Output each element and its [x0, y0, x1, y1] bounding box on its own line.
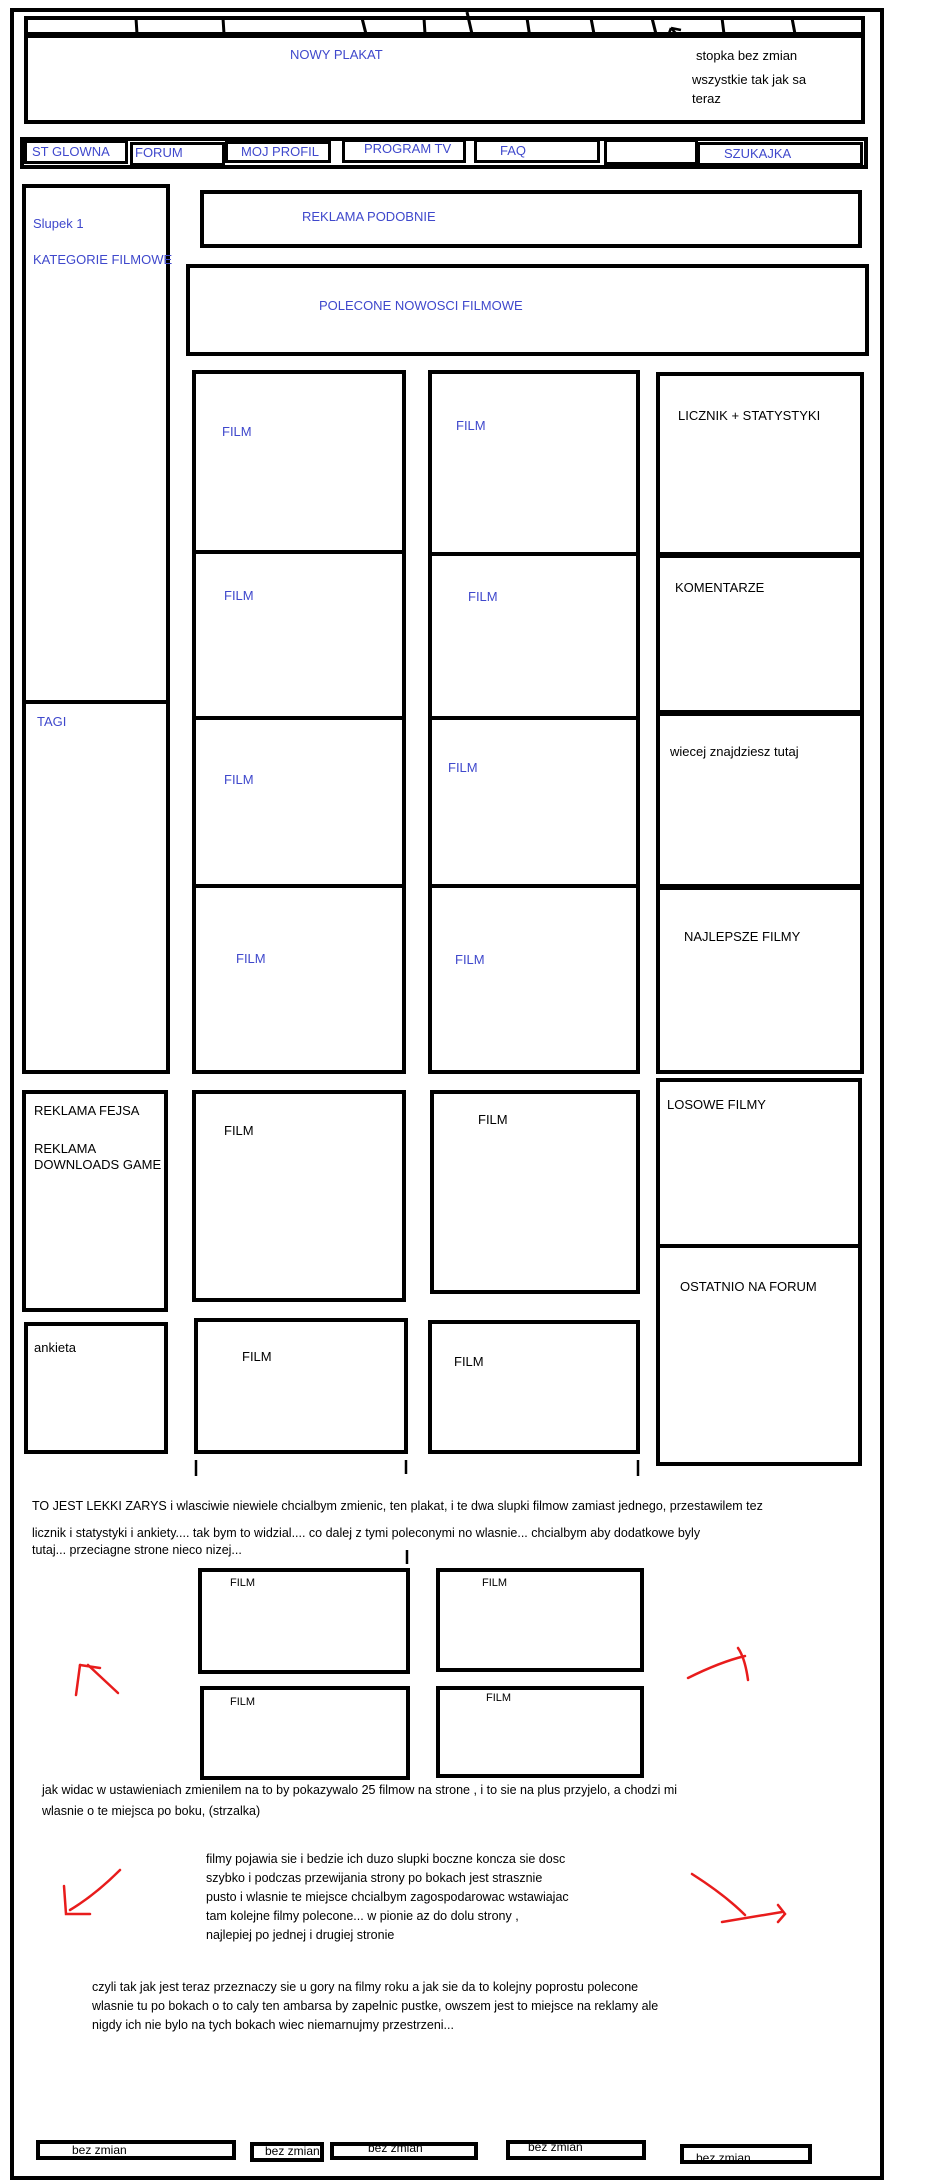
note-line: najlepiej po jednej i drugiej stronie: [206, 1928, 395, 1942]
poster-label: NOWY PLAKAT: [290, 47, 383, 62]
nav-label: FAQ: [500, 143, 527, 158]
right-box-forum: [656, 1244, 862, 1466]
note-line: TO JEST LEKKI ZARYS i wlasciwie niewiele chcialbym zmienic, ten plakat, i te dwa slupki filmow zamiast jednego, przestawilem tez: [32, 1499, 763, 1513]
left-column-tags: [22, 700, 170, 1074]
nav-item-faq[interactable]: [474, 139, 600, 163]
film-label: FILM: [478, 1112, 508, 1127]
footer-label: bez zmian: [72, 2143, 127, 2157]
note-paragraph: [92, 1978, 852, 2035]
note-line: jak widac w ustawieniach zmienilem na to by pokazywalo 25 filmow na strone , i to sie na plus przyjelo, a chodzi mi: [42, 1783, 678, 1797]
film-card[interactable]: [428, 716, 640, 888]
film-card[interactable]: [192, 716, 406, 888]
film-card[interactable]: [192, 370, 406, 554]
tags-label: TAGI: [37, 714, 67, 729]
right-box-best: [656, 886, 864, 1074]
recommended-label: POLECONE NOWOSCI FILMOWE: [319, 298, 523, 313]
header-note-line: wszystkie tak jak sa: [692, 72, 807, 87]
nav-item-empty[interactable]: [604, 139, 698, 165]
nav-label: FORUM: [135, 145, 183, 160]
note-line: filmy pojawia sie i bedzie ich duzo slupki boczne koncza sie dosc: [206, 1852, 566, 1866]
film-card[interactable]: [428, 370, 640, 556]
film-label: FILM: [224, 588, 254, 603]
right-column-label: KOMENTARZE: [675, 580, 765, 595]
film-label: FILM: [455, 952, 485, 967]
film-card[interactable]: [192, 884, 406, 1074]
film-card[interactable]: [428, 552, 640, 720]
footer-label: bez zmian: [368, 2141, 423, 2155]
footer-item[interactable]: [36, 2140, 236, 2160]
film-card[interactable]: [194, 1318, 408, 1454]
ad-similar-box: [200, 190, 862, 248]
film-label: FILM: [222, 424, 252, 439]
film-label: FILM: [456, 418, 486, 433]
note-line: czyli tak jak jest teraz przeznaczy sie u gory na filmy roku a jak sie da to kolejny poprostu polecone: [92, 1980, 639, 1994]
film-card[interactable]: [428, 884, 640, 1074]
ad-similar-label: REKLAMA PODOBNIE: [302, 209, 436, 224]
right-box-comments: [656, 554, 864, 714]
left-column-label: Slupek 1: [33, 216, 84, 231]
film-label: FILM: [236, 951, 266, 966]
right-column-label: LICZNIK + STATYSTYKI: [678, 408, 821, 423]
header-note-line: teraz: [692, 91, 721, 106]
footer-label: bez zmian: [696, 2151, 751, 2165]
film-label: FILM: [230, 1577, 256, 1589]
film-label: FILM: [230, 1696, 256, 1708]
note-paragraph: [206, 1850, 666, 1945]
film-label: FILM: [242, 1349, 272, 1364]
film-label: FILM: [468, 589, 498, 604]
ads-label: DOWNLOADS GAME: [34, 1157, 162, 1172]
film-card-partial[interactable]: [436, 1568, 644, 1672]
film-label: FILM: [224, 772, 254, 787]
right-box-more: [656, 712, 864, 888]
footer-label: bez zmian: [265, 2144, 320, 2158]
film-label: FILM: [482, 1577, 508, 1589]
right-column-label: NAJLEPSZE FILMY: [684, 929, 801, 944]
film-card[interactable]: [428, 1320, 640, 1454]
poll-label: ankieta: [34, 1340, 76, 1355]
left-column-ads: [22, 1090, 168, 1312]
nav-label: ST GLOWNA: [32, 144, 110, 159]
note-line: tam kolejne filmy polecone... w pionie az do dolu strony ,: [206, 1909, 519, 1923]
right-column-label: OSTATNIO NA FORUM: [680, 1279, 817, 1294]
note-line: nigdy ich nie bylo na tych bokach wiec niemarnujmy przestrzeni...: [92, 2018, 454, 2032]
note-line: licznik i statystyki i ankiety.... tak bym to widzial.... co dalej z tymi poleconymi no wlasnie... chcialbym aby dodatkowe byly: [32, 1526, 701, 1540]
film-label: FILM: [486, 1692, 512, 1704]
right-column-label: LOSOWE FILMY: [667, 1097, 766, 1112]
footer-label: bez zmian: [528, 2140, 583, 2154]
header-note-line: stopka bez zmian: [696, 48, 798, 63]
film-label: FILM: [224, 1123, 254, 1138]
left-column-label: KATEGORIE FILMOWE: [33, 252, 173, 267]
nav-label: SZUKAJKA: [724, 146, 792, 161]
film-card[interactable]: [192, 550, 406, 720]
ads-label: REKLAMA FEJSA: [34, 1103, 140, 1118]
note-line: wlasnie o te miejsca po boku, (strzalka): [42, 1804, 261, 1818]
nav-label: MOJ PROFIL: [241, 144, 320, 159]
ads-label: REKLAMA: [34, 1141, 97, 1156]
note-line: wlasnie tu po bokach o to caly ten ambarsa by zapelnic pustke, owszem jest to miejsce na reklamy ale: [92, 1999, 659, 2013]
right-box-stats: [656, 372, 864, 556]
note-paragraph: [42, 1780, 882, 1822]
note-paragraph: [32, 1496, 882, 1561]
film-label: FILM: [448, 760, 478, 775]
note-line: pusto i wlasnie te miejsce chcialbym zagospodarowac wstawiajac: [206, 1890, 569, 1904]
right-column-label: wiecej znajdziesz tutaj: [670, 744, 799, 759]
film-label: FILM: [454, 1354, 484, 1369]
recommended-box: [186, 264, 869, 356]
film-card[interactable]: [430, 1090, 640, 1294]
film-card-partial[interactable]: [436, 1686, 644, 1778]
note-line: szybko i podczas przewijania strony po bokach jest strasznie: [206, 1871, 543, 1885]
nav-label: PROGRAM TV: [364, 141, 452, 156]
film-card[interactable]: [192, 1090, 406, 1302]
note-line: tutaj... przeciagne strone nieco nizej...: [32, 1543, 242, 1557]
